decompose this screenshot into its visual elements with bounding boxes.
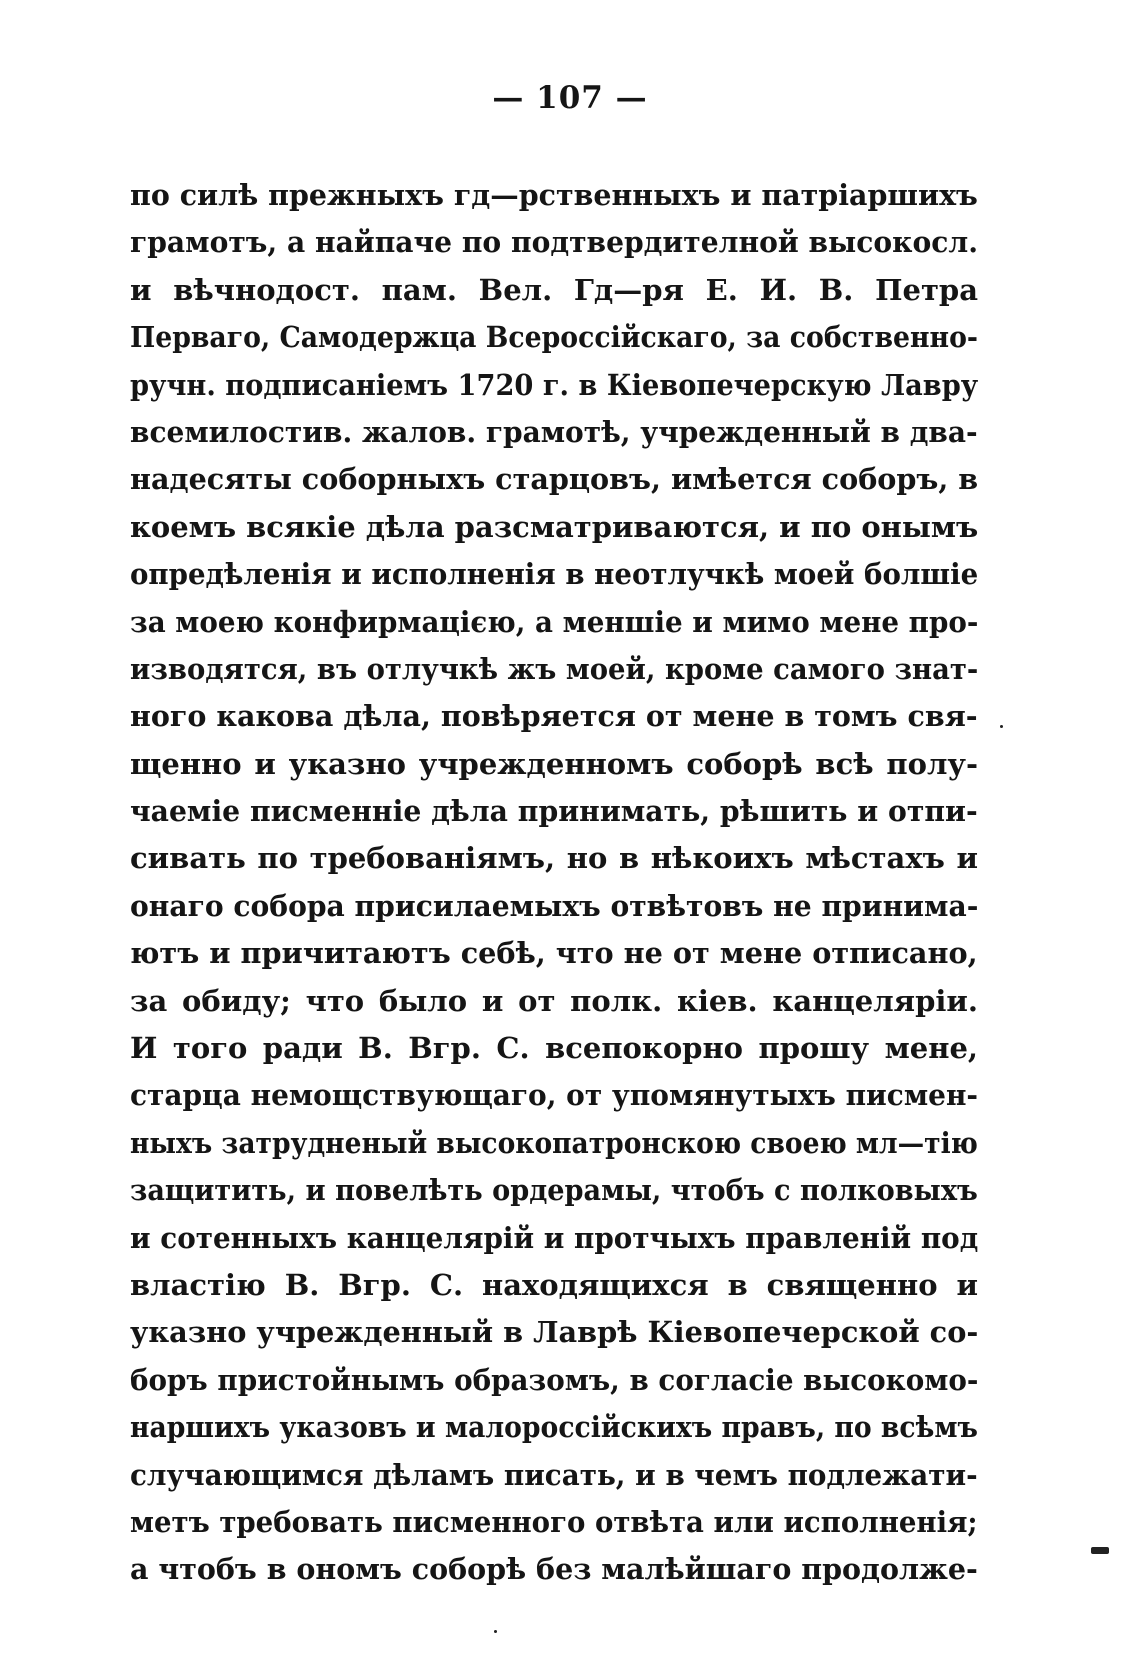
text-line: изводятся, въ отлучкѣ жъ моей, кроме самого знат- — [130, 651, 979, 686]
text-line: и сотенныхъ канцелярій и протчыхъ правленій под — [130, 1220, 979, 1255]
text-line: коемъ всякіе дѣла разсматриваются, и по онымъ — [130, 509, 979, 544]
text-line: всемилостив. жалов. грамотѣ, учрежденный в два- — [130, 414, 978, 449]
text-line: надесяты соборныхъ старцовъ, имѣется соборъ, в — [130, 462, 979, 497]
ink-speck — [1000, 725, 1003, 728]
text-line: ного какова дѣла, повѣряется от мене в томъ свя- — [130, 699, 978, 734]
page-number: — 107 — — [492, 80, 648, 116]
text-line: опредѣленія и исполненія в неотлучкѣ моей болшіе — [130, 557, 979, 592]
text-line: грамотъ, а найпаче по подтвердителной высокосл. — [130, 225, 979, 260]
text-line: старца немощствующаго, от упомянутыхъ писмен- — [130, 1078, 979, 1113]
text-line: за обиду; что было и от полк. кіев. канцеляріи. — [130, 983, 978, 1018]
text-line: властію В. Вгр. С. находящихся в священно и — [130, 1267, 978, 1302]
text-line: метъ требовать писменного отвѣта или исполненія; — [130, 1504, 978, 1539]
text-line: наршихъ указовъ и малороссійскихъ правъ, по всѣмъ — [130, 1410, 978, 1445]
text-line: ныхъ затрудненый высокопатронскою своею мл—тію — [130, 1125, 978, 1160]
text-line: и вѣчнодост. пам. Вел. Гд—ря Е. И. В. Петра — [130, 272, 978, 307]
text-line: И того ради В. Вгр. С. всепокорно прошу мене, — [130, 1031, 978, 1066]
text-line: ютъ и причитаютъ себѣ, что не от мене отписано, — [130, 936, 978, 971]
text-line: случающимся дѣламъ писать, и в чемъ подлежати- — [130, 1457, 978, 1492]
text-line: чаеміе писменніе дѣла принимать, рѣшить и отпи- — [130, 794, 978, 829]
text-line: а чтобъ в ономъ соборѣ без малѣйшаго продолже- — [130, 1552, 978, 1587]
ink-mark — [1091, 1547, 1109, 1554]
ink-speck — [494, 1630, 497, 1633]
text-line: за моею конфирмацією, а меншіе и мимо мене про- — [130, 604, 979, 639]
text-line: онаго собора присилаемыхъ отвѣтовъ не принима- — [130, 888, 979, 923]
text-line: указно учрежденный в Лаврѣ Кіевопечерской со- — [130, 1315, 979, 1350]
text-line: щенно и указно учрежденномъ соборѣ всѣ полу- — [130, 746, 978, 781]
text-line: по силѣ прежныхъ гд—рственныхъ и патріаршихъ — [130, 178, 978, 212]
text-line: защитить, и повелѣть ордерамы, чтобъ с полковыхъ — [130, 1173, 978, 1208]
text-line: Перваго, Самодержца Всероссійскаго, за собственно- — [130, 320, 978, 355]
text-line: сивать по требованіямъ, но в нѣкоихъ мѣстахъ и — [130, 841, 978, 876]
body-text — [130, 172, 978, 1594]
text-line: боръ пристойнымъ образомъ, в согласіе высокомо- — [130, 1362, 979, 1397]
text-line: ручн. подписаніемъ 1720 г. в Кіевопечерскую Лавру — [130, 367, 979, 402]
